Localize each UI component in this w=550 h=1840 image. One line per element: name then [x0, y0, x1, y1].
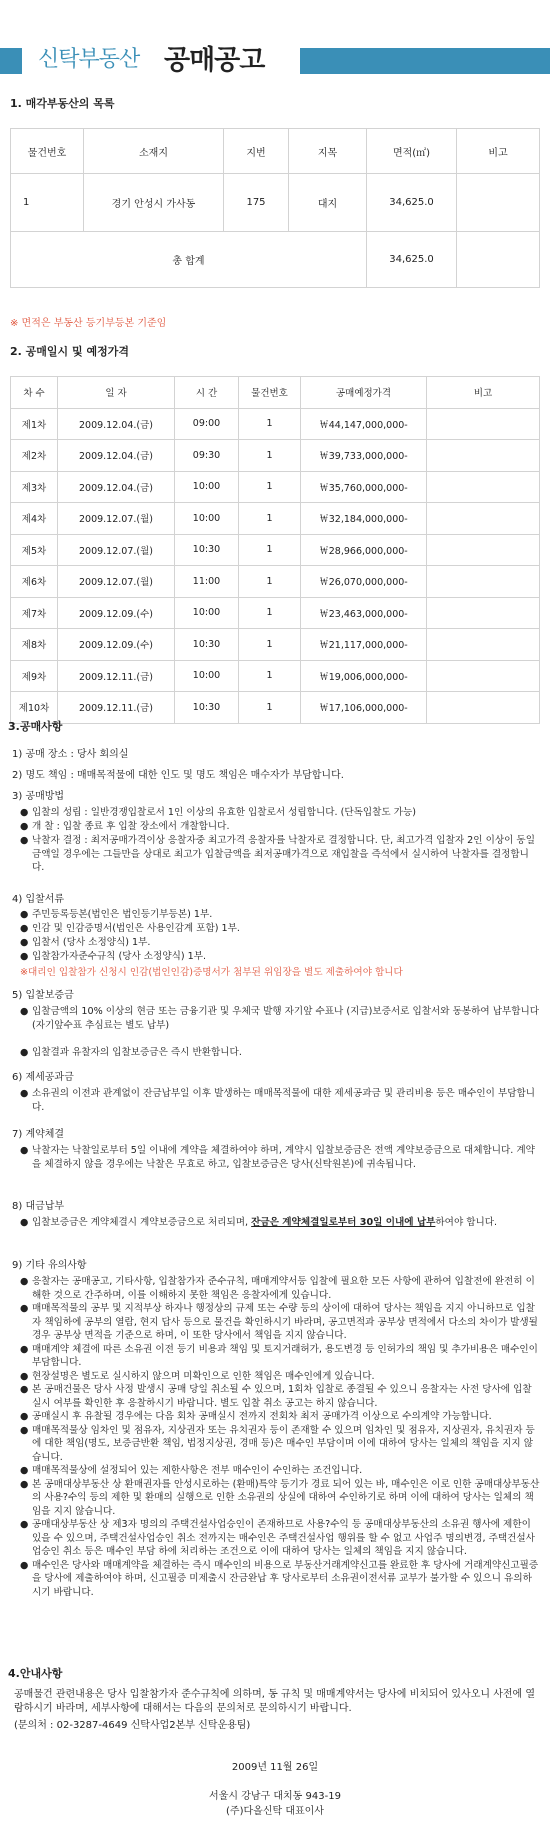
- header-cell: 비고: [427, 377, 540, 409]
- bullet-icon: ●: [20, 1559, 29, 1571]
- schedule-cell: 제6차: [11, 566, 58, 598]
- schedule-cell: 2009.12.11.(금): [58, 660, 175, 692]
- bullet-icon: ●: [20, 1411, 29, 1422]
- notice-text: 매매계약 체결에 따른 소유권 이전 등기 비용과 책임 및 토지거래허가, 용도변경 등 인허가의 책임 및 추가비용은 매수인이 부담합니다.: [32, 1343, 538, 1368]
- table-header-row: [11, 377, 540, 409]
- schedule-cell: ￦21,117,000,000-: [301, 629, 427, 661]
- schedule-cell: 09:00: [175, 408, 239, 440]
- payment-deadline: 잔금은 계약체결일로부터 30일 이내에 납부: [251, 1217, 436, 1228]
- schedule-cell: [427, 566, 540, 598]
- notice-text: 매매목적물의 공부 및 지적부상 하자나 행정상의 규제 또는 수량 등의 상이에 대하여 당사는 책임을 지지 아니하므로 입찰자 책임하에 공부의 열람, 현지 답사 등으로 물건을 확인하시기 바라며, 공고면적과 공부상 면적에서 다소의 차이가 발생될 경우 공부상 면적을 기준으로 하며, 이 또한 당사에서 책임을 지지 않습니다.: [32, 1303, 538, 1341]
- schedule-row: [11, 408, 540, 440]
- schedule-cell: 1: [239, 597, 301, 629]
- list-item: ● 낙찰자는 낙찰일로부터 5일 이내에 계약을 체결하여야 하며, 계약시 입찰보증금은 전액 계약보증금으로 대체합니다. 계약을 체결하지 않을 경우에는 낙찰은 무효로 하고, 입찰보증금은 당사(신탁원본)에 귀속됩니다.: [20, 1145, 535, 1170]
- schedule-cell: ￦28,966,000,000-: [301, 534, 427, 566]
- section-3-title: 3.공매사항: [8, 720, 63, 733]
- schedule-cell: [427, 408, 540, 440]
- schedule-row: [11, 660, 540, 692]
- notice-text: 본 공매대상부동산 상 환매권자를 안성시로하는 (환매)특약 등기가 경료 되어 있는 바, 매수인은 이로 인한 공매대상부동산의 사용?수익 등의 제한 및 환매의 실행으로 인한 소유권의 상실에 대하여 수인하기로 하며 이에 대하여 당사는 일체의 책임을 지지 않습니다.: [32, 1478, 540, 1517]
- schedule-cell: 11:00: [175, 566, 239, 598]
- bullet-icon: ●: [20, 1370, 29, 1382]
- header-cell: 공매예정가격: [301, 377, 427, 409]
- schedule-cell: ￦44,147,000,000-: [301, 408, 427, 440]
- schedule-cell: 제7차: [11, 597, 58, 629]
- list-item: ● 입찰결과 유찰자의 입찰보증금은 즉시 반환합니다.: [20, 1047, 242, 1058]
- property-table: [10, 128, 540, 288]
- list-item: [20, 1518, 540, 1559]
- schedule-cell: 제3차: [11, 471, 58, 503]
- schedule-cell: [427, 692, 540, 724]
- schedule-cell: 1: [239, 503, 301, 535]
- bullet-icon: ●: [20, 1478, 29, 1490]
- schedule-cell: [427, 597, 540, 629]
- schedule-cell: ￦17,106,000,000-: [301, 692, 427, 724]
- list-item: [20, 1559, 540, 1600]
- schedule-cell: 제2차: [11, 440, 58, 472]
- guide-paragraph: 공매물건 관련내용은 당사 입찰참가자 준수규칙에 의하며, 동 규칙 및 매매계약서는 당사에 비치되어 있사오니 사전에 열람하시기 바라며, 세부사항에 대해서는 다음의 문의처로 문의하시기 바랍니다.: [14, 1689, 536, 1714]
- bullet-icon: ●: [20, 1424, 29, 1436]
- schedule-cell: 2009.12.04.(금): [58, 471, 175, 503]
- item-2-responsibility: 2) 명도 책임 : 매매목적물에 대한 인도 및 명도 책임은 매수자가 부담합니다.: [12, 770, 344, 781]
- cell: 경기 안성시 가사동: [84, 174, 224, 232]
- schedule-cell: ￦39,733,000,000-: [301, 440, 427, 472]
- cell: 대지: [289, 174, 367, 232]
- item-7-heading: 7) 계약체결: [12, 1129, 65, 1140]
- list-item: [20, 1424, 540, 1465]
- schedule-row: [11, 597, 540, 629]
- list-item: [20, 1275, 540, 1302]
- schedule-cell: 제4차: [11, 503, 58, 535]
- schedule-cell: 10:30: [175, 534, 239, 566]
- schedule-cell: ￦35,760,000,000-: [301, 471, 427, 503]
- list-item: ● 입찰의 성립 : 일반경쟁입찰로서 1인 이상의 유효한 입찰로서 성립합니다. (단독입찰도 가능): [20, 807, 416, 818]
- schedule-cell: ￦32,184,000,000-: [301, 503, 427, 535]
- schedule-row: [11, 471, 540, 503]
- notice-text: 응찰자는 공매공고, 기타사항, 입찰참가자 준수규칙, 매매계약서등 입찰에 필요한 모든 사항에 관하여 입찰전에 완전히 이해한 것으로 간주하며, 이를 이해하지 못한 책임은 응찰자에게 있습니다.: [32, 1276, 535, 1301]
- schedule-row: [11, 566, 540, 598]
- list-item: ● 입찰서 (당사 소정양식) 1부.: [20, 937, 151, 948]
- schedule-cell: 1: [239, 660, 301, 692]
- list-item: [20, 1478, 540, 1519]
- schedule-cell: [427, 440, 540, 472]
- notice-text: 공매실시 후 유찰될 경우에는 다음 회차 공매실시 전까지 전회차 최저 공매가격 이상으로 수의계약 가능합니다.: [32, 1411, 492, 1422]
- bullet-icon: ●: [20, 1519, 29, 1530]
- item-4-heading: 4) 입찰서류: [12, 894, 65, 905]
- list-item: [20, 1343, 540, 1370]
- list-item: [20, 1370, 540, 1384]
- schedule-cell: 10:00: [175, 660, 239, 692]
- schedule-cell: [427, 503, 540, 535]
- header-title-light: 신탁부동산: [38, 47, 140, 72]
- bullet-icon: ●: [20, 1343, 29, 1355]
- header-cell: 물건번호: [239, 377, 301, 409]
- list-item: ● 입찰참가자준수규칙 (당사 소정양식) 1부.: [20, 951, 207, 962]
- schedule-cell: 2009.12.09.(수): [58, 597, 175, 629]
- table-row: [11, 174, 540, 232]
- list-item: ● 개 찰 : 입찰 종료 후 입찰 장소에서 개찰합니다.: [20, 821, 230, 832]
- list-item: ● 인감 및 인감증명서(법인은 사용인감계 포함) 1부.: [20, 923, 240, 934]
- schedule-cell: 제5차: [11, 534, 58, 566]
- schedule-cell: ￦26,070,000,000-: [301, 566, 427, 598]
- list-item: ● 입찰금액의 10% 이상의 현금 또는 금융기관 및 우체국 발행 자기앞 수표나 (지급)보증서로 입찰서와 동봉하여 납부합니다(자기앞수표 추심료는 별도 납부): [20, 1006, 540, 1031]
- header-bar-left: [0, 48, 22, 74]
- item-9-heading: 9) 기타 유의사항: [12, 1260, 87, 1271]
- schedule-cell: [427, 629, 540, 661]
- schedule-cell: 1: [239, 566, 301, 598]
- header-title-bold: 공매공고: [164, 45, 265, 76]
- company-name: (주)다올신탁 대표이사: [226, 1806, 324, 1817]
- schedule-cell: 10:00: [175, 597, 239, 629]
- schedule-cell: 10:00: [175, 471, 239, 503]
- list-item: [20, 1383, 540, 1410]
- schedule-cell: 제9차: [11, 660, 58, 692]
- list-item: ● 주민등록등본(법인은 법인등기부등본) 1부.: [20, 909, 213, 920]
- schedule-row: [11, 440, 540, 472]
- cell: [457, 174, 540, 232]
- section-2-title: 2. 공매일시 및 예정가격: [10, 345, 129, 358]
- schedule-cell: ￦23,463,000,000-: [301, 597, 427, 629]
- schedule-cell: 2009.12.04.(금): [58, 440, 175, 472]
- notice-text: 매매목적물상에 설정되어 있는 제한사항은 전부 매수인이 수인하는 조건입니다.: [32, 1465, 363, 1476]
- schedule-cell: 2009.12.09.(수): [58, 629, 175, 661]
- schedule-cell: [427, 660, 540, 692]
- schedule-cell: 1: [239, 408, 301, 440]
- schedule-cell: 제10차: [11, 692, 58, 724]
- total-row: [11, 232, 540, 288]
- notice-text: 본 공매건물은 당사 사정 발생시 공매 당일 취소될 수 있으며, 1회차 입찰로 종결될 수 있으니 응찰자는 사전 당사에 입찰 실시 여부를 확인한 후 응찰하시기 바랍니다. 별도 입찰 취소 공고는 하지 않습니다.: [32, 1384, 532, 1409]
- notice-text: 현장설명은 별도로 실시하지 않으며 미확인으로 인한 책임은 매수인에게 있습니다.: [32, 1370, 375, 1382]
- contact-info: (문의처 : 02-3287-4649 신탁사업2본부 신탁운용팀): [14, 1720, 251, 1731]
- schedule-row: [11, 629, 540, 661]
- bullet-icon: ●: [20, 1303, 29, 1314]
- schedule-cell: 09:30: [175, 440, 239, 472]
- item-6-heading: 6) 제세공과금: [12, 1072, 74, 1083]
- bullet-icon: ●: [20, 1276, 29, 1287]
- header-cell: 지목: [289, 129, 367, 174]
- section-1-title: 1. 매각부동산의 목록: [10, 97, 115, 110]
- schedule-cell: 1: [239, 534, 301, 566]
- schedule-cell: 1: [239, 692, 301, 724]
- bullet-icon: ●: [20, 1384, 29, 1395]
- schedule-cell: 1: [239, 471, 301, 503]
- header-cell: 지번: [224, 129, 289, 174]
- list-item: [20, 1464, 540, 1478]
- schedule-row: [11, 534, 540, 566]
- schedule-cell: 2009.12.04.(금): [58, 408, 175, 440]
- list-item: ● 입찰보증금은 계약체결시 계약보증금으로 처리되며, 잔금은 계약체결일로부터 30일 이내에 납부하여야 합니다.: [20, 1217, 498, 1228]
- header-cell: 소재지: [84, 129, 224, 174]
- cell: [457, 232, 540, 288]
- schedule-cell: [427, 534, 540, 566]
- notice-date: 2009년 11월 26일: [231, 1762, 319, 1773]
- schedule-cell: ￦19,006,000,000-: [301, 660, 427, 692]
- total-value: 34,625.0: [367, 232, 457, 288]
- schedule-cell: 2009.12.07.(월): [58, 534, 175, 566]
- total-label: 총 합계: [11, 232, 367, 288]
- item-5-heading: 5) 입찰보증금: [12, 990, 74, 1001]
- schedule-table: [10, 376, 540, 724]
- section-4-title: 4.안내사항: [8, 1667, 63, 1680]
- schedule-cell: 2009.12.07.(월): [58, 566, 175, 598]
- list-item: ● 낙찰자 결정 : 최저공매가격이상 응찰자중 최고가격 응찰자를 낙찰자로 결정합니다. 단, 최고가격 입찰자 2인 이상이 동일금액일 경우에는 그들만을 상대로 최고가 입찰금액을 최저공매가격으로 재입찰을 즉석에서 실시하여 낙찰자를 결정합니다.: [20, 835, 535, 873]
- notice-text: 공매대상부동산 상 제3자 명의의 주택건설사업승인이 존재하므로 사용?수익 등 공매대상부동산의 소유권 행사에 제한이 있을 수 있으며, 주택건설사업승인 취소 전까지는 매수인은 주택건설사업 행위를 할 수 없고 사업주 명의변경, 주택건설사업승인 취소 등은 매수인 부담 하에 처리하는 조건으로 이에 대하여 당사는 일체의 책임을 지지 않습니다.: [32, 1519, 535, 1557]
- schedule-cell: 10:00: [175, 503, 239, 535]
- header-cell: 면적(㎡): [367, 129, 457, 174]
- schedule-cell: 제8차: [11, 629, 58, 661]
- cell: 1: [11, 174, 84, 232]
- company-address: 서울시 강남구 대치동 943-19: [209, 1791, 341, 1802]
- schedule-row: [11, 692, 540, 724]
- schedule-cell: 제1차: [11, 408, 58, 440]
- header-bar-right: [300, 48, 550, 74]
- notice-text: 매수인은 당사와 매매계약을 체결하는 즉시 매수인의 비용으로 부동산거래계약신고를 완료한 후 당사에 거래계약신고필증을 당사에 제출하여야 하며, 신고필증 미제출시 잔금완납 후 당사로부터 소유권이전서류 교부가 불가할 수 있으니 유의하시기 바랍니다.: [32, 1559, 539, 1598]
- proxy-note: ※대리인 입찰참가 신청시 인감(법인인감)증명서가 첨부된 위임장을 별도 제출하여야 합니다: [20, 967, 403, 978]
- schedule-cell: 1: [239, 440, 301, 472]
- list-item: ● 소유권의 이전과 관계없이 잔금납부일 이후 발생하는 매매목적물에 대한 제세공과금 및 관리비용 등은 매수인이 부담합니다.: [20, 1088, 536, 1113]
- schedule-cell: 2009.12.11.(금): [58, 692, 175, 724]
- schedule-cell: 10:30: [175, 692, 239, 724]
- schedule-row: [11, 503, 540, 535]
- header-cell: 일 자: [58, 377, 175, 409]
- item-1-location: 1) 공매 장소 : 당사 회의실: [12, 749, 129, 760]
- schedule-cell: 2009.12.07.(월): [58, 503, 175, 535]
- notice-text: 매매목적물상 임차인 및 점유자, 지상권자 또는 유치권자 등이 존재할 수 있으며 임차인 및 점유자, 지상권자, 유치권자 등에 대한 책임(명도, 보증금반환 책임, 법정지상권, 경매 등)은 매수인 부담이며 이에 대하여 당사는 일체의 책임을 지지 않습니다.: [32, 1424, 535, 1463]
- item-3-heading: 3) 공매방법: [12, 791, 65, 802]
- area-note: ※ 면적은 부동산 등기부등본 기준임: [10, 318, 167, 329]
- header-cell: 물건번호: [11, 129, 84, 174]
- list-item: [20, 1302, 540, 1343]
- schedule-cell: 1: [239, 629, 301, 661]
- list-item: [20, 1410, 540, 1424]
- bullet-icon: ●: [20, 1465, 29, 1476]
- schedule-cell: [427, 471, 540, 503]
- header-cell: 비고: [457, 129, 540, 174]
- cell: 34,625.0: [367, 174, 457, 232]
- item-8-heading: 8) 대금납부: [12, 1201, 65, 1212]
- schedule-cell: 10:30: [175, 629, 239, 661]
- header-cell: 차 수: [11, 377, 58, 409]
- table-header-row: [11, 129, 540, 174]
- header-cell: 시 간: [175, 377, 239, 409]
- cell: 175: [224, 174, 289, 232]
- notice-list: [20, 1275, 540, 1599]
